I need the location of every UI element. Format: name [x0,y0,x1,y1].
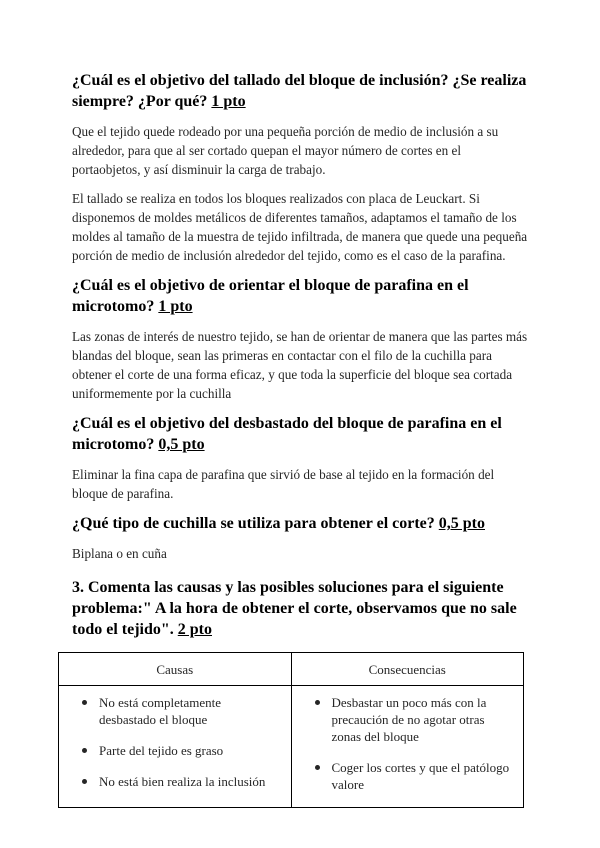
consequences-list [302,694,514,793]
question-1-answer-2: El tallado se realiza en todos los bloques realizados con placa de Leuckart. Si disponemos de moldes metálicos de diferentes tamaños, adaptamos el tamaño de los moldes al tamaño de la muestra de tejido infiltrada, de manera que quede una pequeña porción de medio de inclusión alrededor del tejido, como es el caso de la parafina. [72,191,528,263]
bullet-icon [82,779,87,784]
question-2-points: 1 pto [158,298,193,315]
question-3-answer: Eliminar la fina capa de parafina que sirvió de base al tejido en la formación del bloque de parafina. [72,467,495,501]
list-item [99,742,281,759]
question-5-points: 2 pto [177,621,212,638]
bullet-icon [82,700,87,705]
table-header-row [59,653,524,686]
table-row [59,686,524,808]
question-4-points: 0,5 pto [438,515,485,532]
cause-text: No está completamente desbastado el bloque [99,695,222,727]
list-item [332,759,514,793]
question-1-title: ¿Cuál es el objetivo del tallado del bloque de inclusión? ¿Se realiza siempre? ¿Por qué? [72,72,527,110]
question-1-heading [72,70,532,112]
question-3-heading [72,413,532,455]
table-header-causes: Causas [59,653,292,686]
cause-text: No está bien realiza la inclusión [99,774,266,789]
bullet-icon [82,748,87,753]
cause-text: Parte del tejido es graso [99,743,224,758]
consequence-text: Desbastar un poco más con la precaución de no agotar otras zonas del bloque [331,695,487,744]
question-5-heading [72,577,532,640]
question-1-points: 1 pto [211,93,246,110]
question-3-title: ¿Cuál es el objetivo del desbastado del bloque de parafina en el microtomo? [72,415,502,453]
question-2-heading [72,275,532,317]
question-4-heading [72,513,532,534]
bullet-icon [315,765,320,770]
table-header-consequences: Consecuencias [291,653,524,686]
question-3-points: 0,5 pto [158,436,205,453]
consequence-text: Coger los cortes y que el patólogo valore [331,760,510,792]
causes-cell [59,686,292,808]
causes-table [58,652,524,808]
bullet-icon [315,700,320,705]
question-2-answer: Las zonas de interés de nuestro tejido, se han de orientar de manera que las partes más blandas del bloque, sean las primeras en contactar con el filo de la cuchilla para obtener el corte de una forma eficaz, y que toda la superficie del bloque sea cortada uniformemente por la cuchilla [72,329,528,401]
question-5-title: 3. Comenta las causas y las posibles soluciones para el siguiente problema:" A la hora de obtener el corte, observamos que no sale todo el tejido". [72,579,517,638]
question-2-title: ¿Cuál es el objetivo de orientar el bloque de parafina en el microtomo? [72,277,469,315]
question-4-title: ¿Qué tipo de cuchilla se utiliza para obtener el corte? [72,515,435,532]
causes-list [69,694,281,790]
question-4-answer: Biplana o en cuña [72,546,167,561]
question-1-answer-1: Que el tejido quede rodeado por una pequeña porción de medio de inclusión a su alrededor, para que al ser cortado quepan el mayor número de cortes en el portaobjetos, y así disminuir la carga de trabajo. [72,124,499,177]
list-item [332,694,514,745]
document-page [72,70,532,808]
list-item [99,773,281,790]
list-item [99,694,281,728]
consequences-cell [291,686,524,808]
